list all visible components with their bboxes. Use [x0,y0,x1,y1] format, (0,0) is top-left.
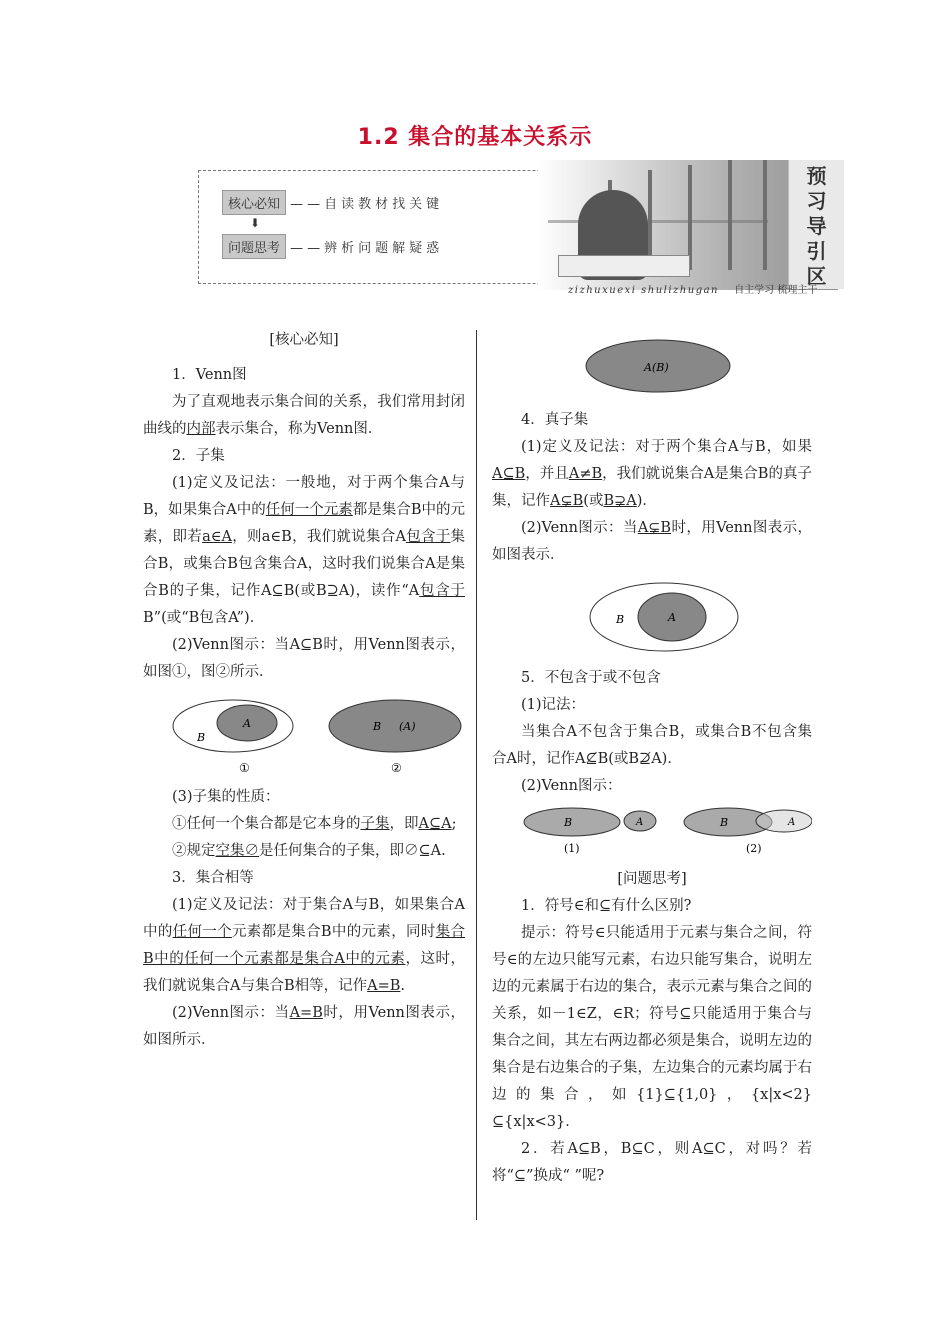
fig1-label-a: A [243,717,251,730]
proper-label-a: A [668,611,676,624]
set-a2-ellipse [756,810,812,832]
venn-equal-figure [492,331,812,397]
down-arrow-icon: ⬇ [250,216,261,230]
fig2-label-a: (A) [399,720,416,733]
question: 1．符号∈和⊆有什么区别? [521,898,692,914]
banner-tag: 核心必知 [222,190,286,215]
side-char: 区 [806,264,827,288]
not-label-a2: A [788,817,796,828]
right-column [492,327,812,1190]
proper-label-b: B [616,613,625,626]
answer: 提示：符号∈只能适用于元素与集合之间，符号∈的左边只能写元素，右边只能写集合，说明左边的元素属于右边的集合，表示元素与集合之间的关系，如－1∈Z，∈R；符号⊆只能适用于集合与集合之间，其左右两边都必须是集合，说明左边的集合是右边集合的子集，左边集合的元素均属于右边的集合，如{1}⊆{1,0}，{x|x<2}⊆{x|x<3}． [492,925,812,1130]
banner-side-label [788,160,844,289]
paragraph: (2)Venn图示：当A⊊B时，用Venn图表示，如图表示． [492,520,812,563]
banner-row-1 [222,190,443,215]
fig-eq-label: A(B) [644,361,669,374]
not-label-a1: A [636,817,644,828]
fig1-label-b: B [197,731,206,744]
paragraph: (1)定义及记法：一般地，对于两个集合A与B，如果集合A中的任何一个元素都是集合B中的元素，即若a∈A，则a∈B，我们就说集合A包含于集合B，或集合B包含集合A，这时我们说集合A是集合B的子集，记作A⊆B(或B⊇A)，读作“A包含于B”(或“B包含A”)． [143,475,466,626]
banner-footer [568,281,817,296]
venn-subset-figure [143,690,465,780]
paragraph: (3)子集的性质： [172,789,280,805]
paragraph: 为了直观地表示集合间的关系，我们常用封闭曲线的内部表示集合，称为Venn图． [143,394,465,437]
column-divider [476,330,477,1220]
paragraph: 当集合A不包含于集合B，或集合B不包含集合A时，记作A⊈B(或B⊉A)． [492,724,812,767]
section-title: 1．Venn图 [172,367,247,383]
paragraph: (2)Venn图示： [521,778,622,794]
banner-pinyin: zizhuxuexi shulizhugan [568,285,719,296]
paragraph: (1)定义及记法：对于集合A与B，如果集合A中的任何一个元素都是集合B中的元素，同时集合B中的任何一个元素都是集合A中的元素，这时，我们就说集合A与集合B相等，记作A=B. [143,897,466,994]
venn-not-subset-figure [492,804,812,862]
question: 2．若A⊆B，B⊆C，则A⊆C，对吗？若将“⊆”换成“ ”呢? [492,1141,812,1184]
not-label-b1: B [564,816,573,829]
banner-row-2 [222,234,443,259]
paragraph: ②规定空集∅是任何集合的子集，即∅⊆A. [172,843,446,859]
banner-footer-cn: 自主学习 梳理主干 [734,285,818,296]
page-title: 1.2 集合的基本关系示 [357,125,593,150]
set-ab-ellipse [329,700,461,752]
shelf-line [728,160,732,270]
left-column [143,327,465,1054]
side-char: 预 [806,164,827,188]
venn-proper-subset-figure [492,573,812,661]
side-char: 引 [806,239,827,263]
section-title: 4．真子集 [521,412,589,428]
section-header: [问题思考] [617,871,687,887]
fig2-label-b: B [373,720,382,733]
section-header: [核心必知] [269,332,339,348]
paragraph: (2)Venn图示：当A⊆B时，用Venn图表示，如图①，图②所示． [143,637,465,680]
side-char: 导 [806,214,827,238]
fig1-caption: ① [239,761,250,775]
preview-banner [198,160,843,295]
paragraph: (2)Venn图示：当A=B时，用Venn图表示，如图所示． [143,1005,465,1048]
banner-row-text: ——自读教材找关键 [290,197,444,212]
not-label-b2: B [720,816,729,829]
paragraph: ①任何一个集合都是它本身的子集，即A⊆A; [172,816,457,832]
banner-tag: 问题思考 [222,234,286,259]
section-title: 3．集合相等 [172,870,254,886]
fig2-caption: ② [391,761,402,775]
paragraph: (1)记法： [521,697,586,713]
shelf-line [763,160,767,270]
not-caption-2: (2) [746,842,762,855]
not-caption-1: (1) [564,842,580,855]
paragraph: (1)定义及记法：对于两个集合A与B，如果A⊆B，并且A≠B，我们就说集合A是集合B的真子集，记作A⊊B(或B⊋A)． [492,439,812,509]
side-char: 习 [806,189,827,213]
section-title: 5．不包含于或不包含 [521,670,661,686]
banner-row-text: ——辨析问题解疑惑 [290,241,444,256]
reader-book [558,255,690,277]
section-title: 2．子集 [172,448,225,464]
